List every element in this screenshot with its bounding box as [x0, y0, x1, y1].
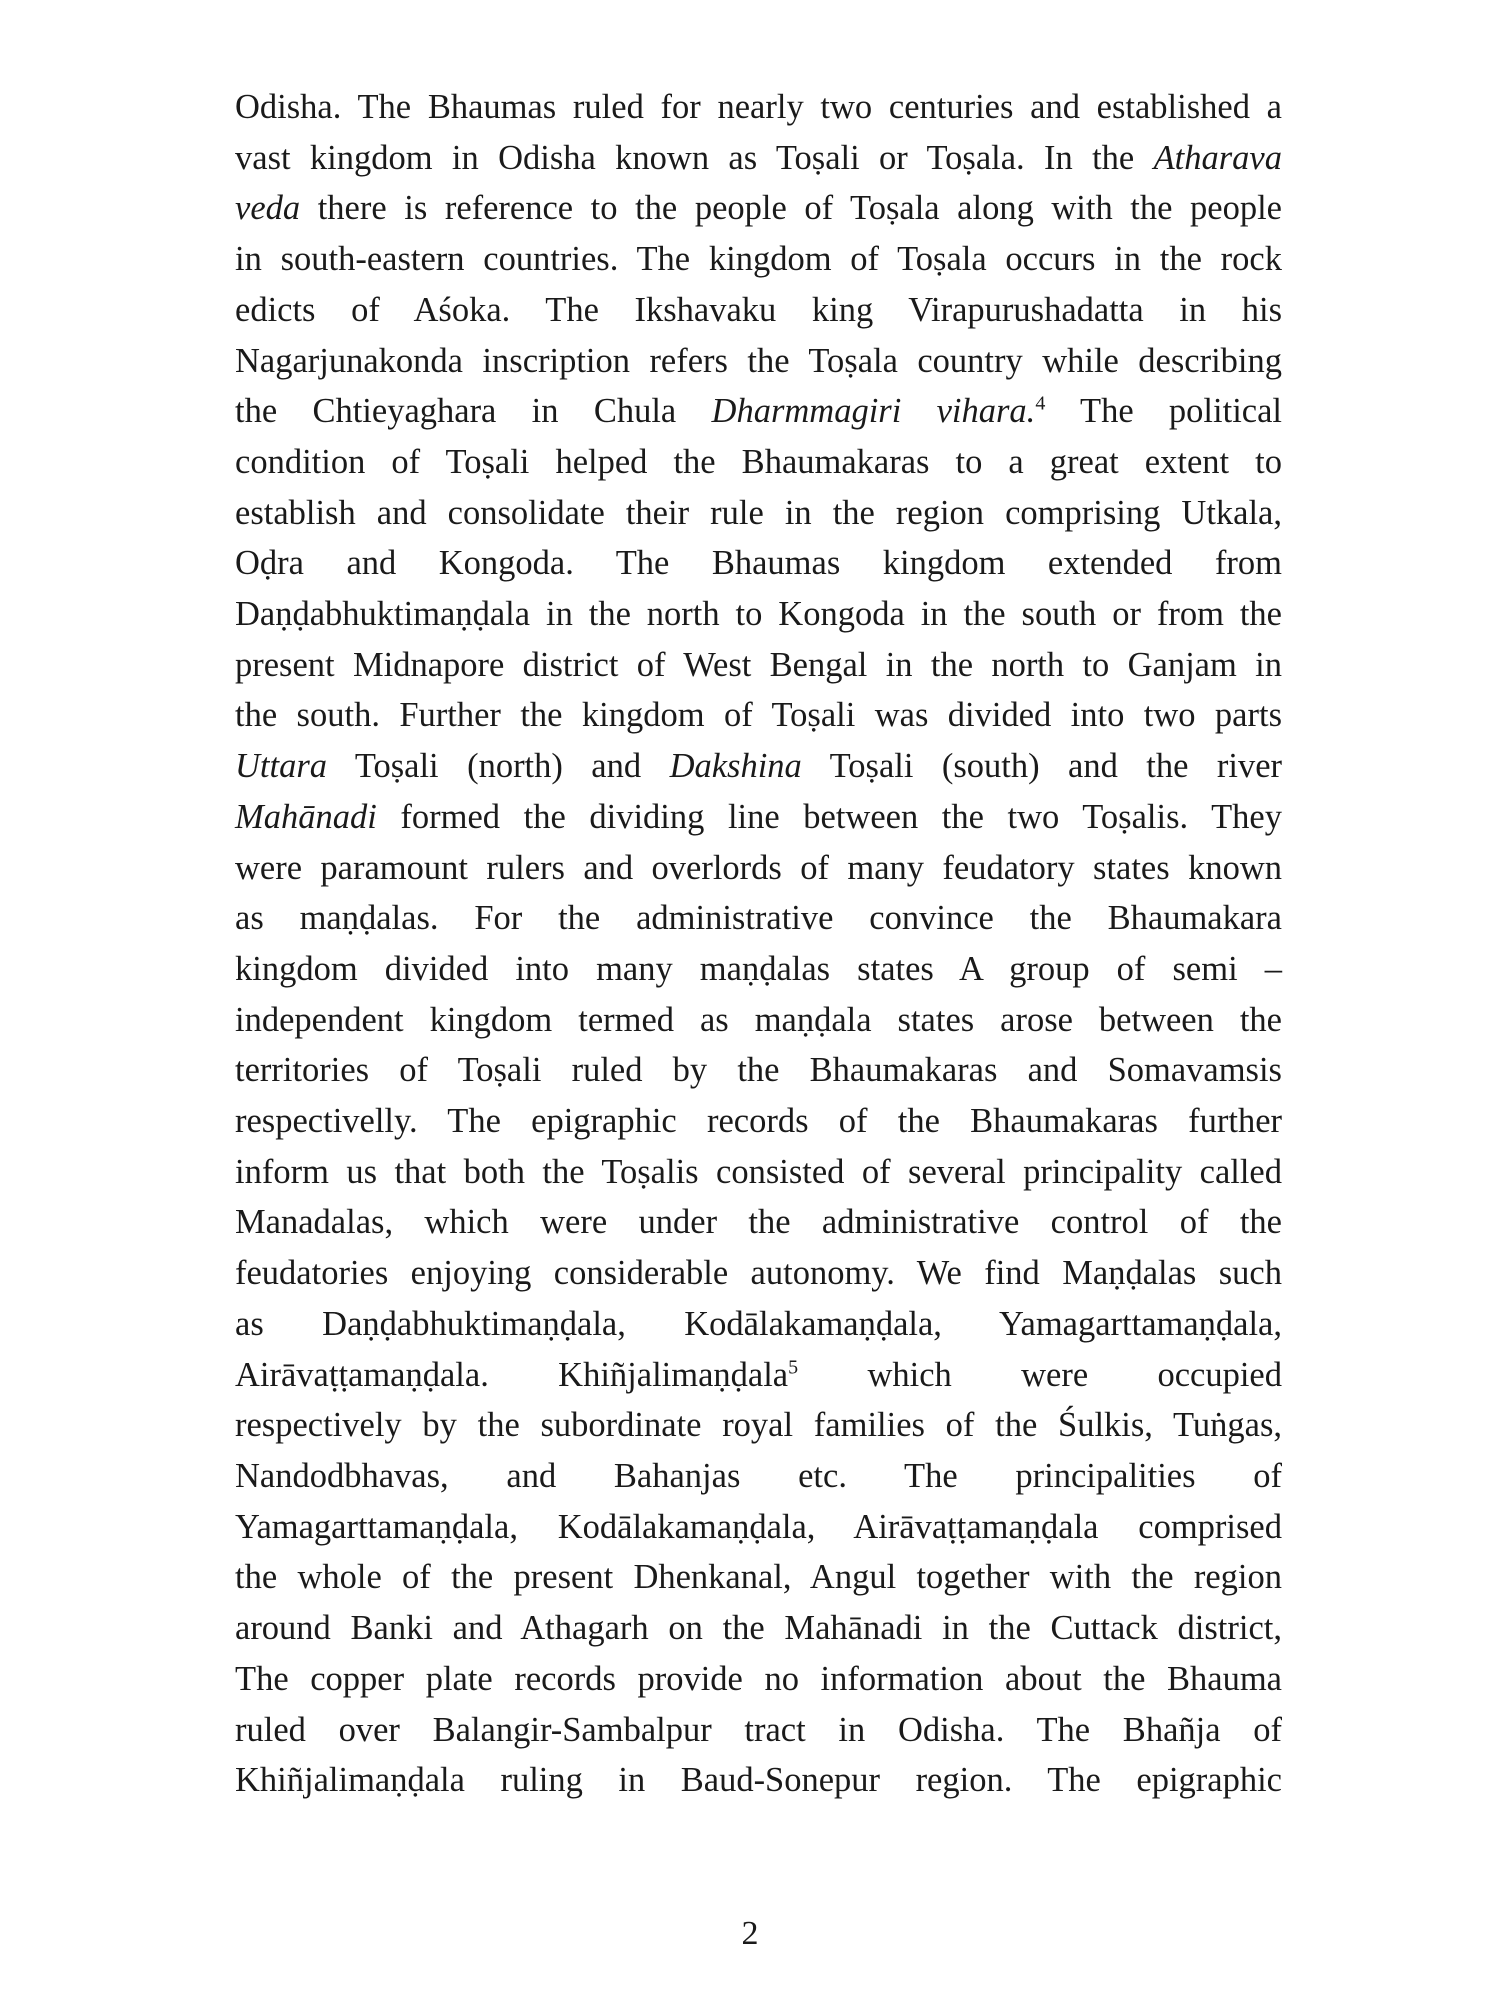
text-line	[235, 893, 1282, 944]
text-segment: ruled over Balangir-Sambalpur tract in Odisha. The Bhañja of	[235, 1710, 1282, 1749]
text-segment: vast kingdom in Odisha known as Toṣali or Toṣala. In the	[235, 138, 1154, 177]
text-line	[235, 1451, 1282, 1502]
text-line	[235, 1045, 1282, 1096]
text-line	[235, 1299, 1282, 1350]
text-segment: Oḍra and Kongoda. The Bhaumas kingdom extended from	[235, 544, 1282, 583]
text-line	[235, 1248, 1282, 1299]
text-line	[235, 1502, 1282, 1553]
text-segment: which were occupied	[798, 1355, 1282, 1394]
text-line	[235, 1705, 1282, 1756]
text-segment: The political	[1045, 392, 1282, 431]
text-segment: edicts of Aśoka. The Ikshavaku king Virapurushadatta in his	[235, 290, 1282, 329]
text-segment: Manadalas, which were under the administrative control of the	[235, 1203, 1282, 1242]
text-segment: condition of Toṣali helped the Bhaumakaras to a great extent to	[235, 442, 1282, 481]
italic-text: Mahānadi	[235, 797, 377, 836]
text-line	[235, 1552, 1282, 1603]
text-segment: Odisha. The Bhaumas ruled for nearly two centuries and established a	[235, 88, 1282, 126]
text-line	[235, 944, 1282, 995]
text-line	[235, 488, 1282, 539]
footnote-marker: 5	[788, 1356, 799, 1379]
text-segment: the south. Further the kingdom of Toṣali was divided into two parts	[235, 696, 1282, 735]
text-segment: Nagarjunakonda inscription refers the Toṣala country while describing	[235, 341, 1282, 380]
text-line	[235, 1350, 1282, 1401]
page-number: 2	[741, 1915, 759, 1952]
text-line	[235, 437, 1282, 488]
text-line	[235, 589, 1282, 640]
text-segment: inform us that both the Toṣalis consisted of several principality called	[235, 1152, 1282, 1191]
text-line	[235, 133, 1282, 184]
text-segment: were paramount rulers and overlords of many feudatory states known	[235, 848, 1282, 887]
text-line	[235, 1755, 1282, 1806]
text-line	[235, 336, 1282, 387]
text-segment: Toṣali (south) and the river	[801, 747, 1282, 786]
text-segment: independent kingdom termed as maṇḍala states arose between the	[235, 1000, 1282, 1039]
text-segment: territories of Toṣali ruled by the Bhaumakaras and Somavamsis	[235, 1051, 1282, 1090]
text-segment: Nandodbhavas, and Bahanjas etc. The principalities of	[235, 1456, 1282, 1495]
text-line	[235, 1400, 1282, 1451]
text-line	[235, 741, 1282, 792]
text-segment: Daṇḍabhuktimaṇḍala in the north to Kongoda in the south or from the	[235, 595, 1282, 634]
text-segment: Toṣali (north) and	[327, 747, 670, 786]
text-line	[235, 1197, 1282, 1248]
italic-text: Dakshina	[669, 747, 802, 786]
text-line	[235, 843, 1282, 894]
text-segment: Airāvaṭṭamaṇḍala. Khiñjalimaṇḍala	[235, 1355, 789, 1394]
text-segment: the whole of the present Dhenkanal, Angul together with the region	[235, 1558, 1282, 1597]
text-line	[235, 1603, 1282, 1654]
body-paragraph	[235, 82, 1282, 1806]
text-segment: Yamagarttamaṇḍala, Kodālakamaṇḍala, Airāvaṭṭamaṇḍala comprised	[235, 1507, 1282, 1546]
text-line	[235, 183, 1282, 234]
text-segment: formed the dividing line between the two Toṣalis. They	[376, 797, 1282, 836]
text-segment: respectively by the subordinate royal families of the Śulkis, Tuṅgas,	[235, 1406, 1282, 1445]
italic-text: Atharava	[1153, 138, 1282, 177]
text-segment: as maṇḍalas. For the administrative convince the Bhaumakara	[235, 899, 1282, 938]
italic-text: Uttara	[235, 747, 328, 786]
text-segment: respectivelly. The epigraphic records of the Bhaumakaras further	[235, 1102, 1282, 1141]
text-segment: establish and consolidate their rule in the region comprising Utkala,	[235, 493, 1282, 532]
text-segment: the Chtieyaghara in Chula	[235, 392, 712, 431]
text-line	[235, 1147, 1282, 1198]
text-line	[235, 234, 1282, 285]
text-line	[235, 538, 1282, 589]
text-line	[235, 1654, 1282, 1705]
text-segment: in south-eastern countries. The kingdom of Toṣala occurs in the rock	[235, 240, 1282, 279]
text-line	[235, 640, 1282, 691]
text-segment: there is reference to the people of Toṣala along with the people	[300, 189, 1282, 228]
text-line	[235, 995, 1282, 1046]
text-segment: as Daṇḍabhuktimaṇḍala, Kodālakamaṇḍala, Yamagarttamaṇḍala,	[235, 1304, 1282, 1343]
text-segment: The copper plate records provide no information about the Bhauma	[235, 1659, 1282, 1698]
text-line	[235, 792, 1282, 843]
italic-text: Dharmmagiri vihara.	[711, 392, 1036, 431]
text-line	[235, 386, 1282, 437]
text-line	[235, 82, 1282, 133]
text-line	[235, 1096, 1282, 1147]
text-segment: kingdom divided into many maṇḍalas states A group of semi –	[235, 949, 1282, 988]
text-segment: feudatories enjoying considerable autonomy. We find Maṇḍalas such	[235, 1254, 1282, 1293]
text-segment: around Banki and Athagarh on the Mahānadi in the Cuttack district,	[235, 1609, 1282, 1648]
italic-text: veda	[235, 189, 301, 228]
text-segment: Khiñjalimaṇḍala ruling in Baud-Sonepur region. The epigraphic	[235, 1761, 1282, 1800]
text-segment: present Midnapore district of West Bengal in the north to Ganjam in	[235, 645, 1282, 684]
text-line	[235, 285, 1282, 336]
footnote-marker: 4	[1035, 392, 1046, 415]
text-line	[235, 690, 1282, 741]
